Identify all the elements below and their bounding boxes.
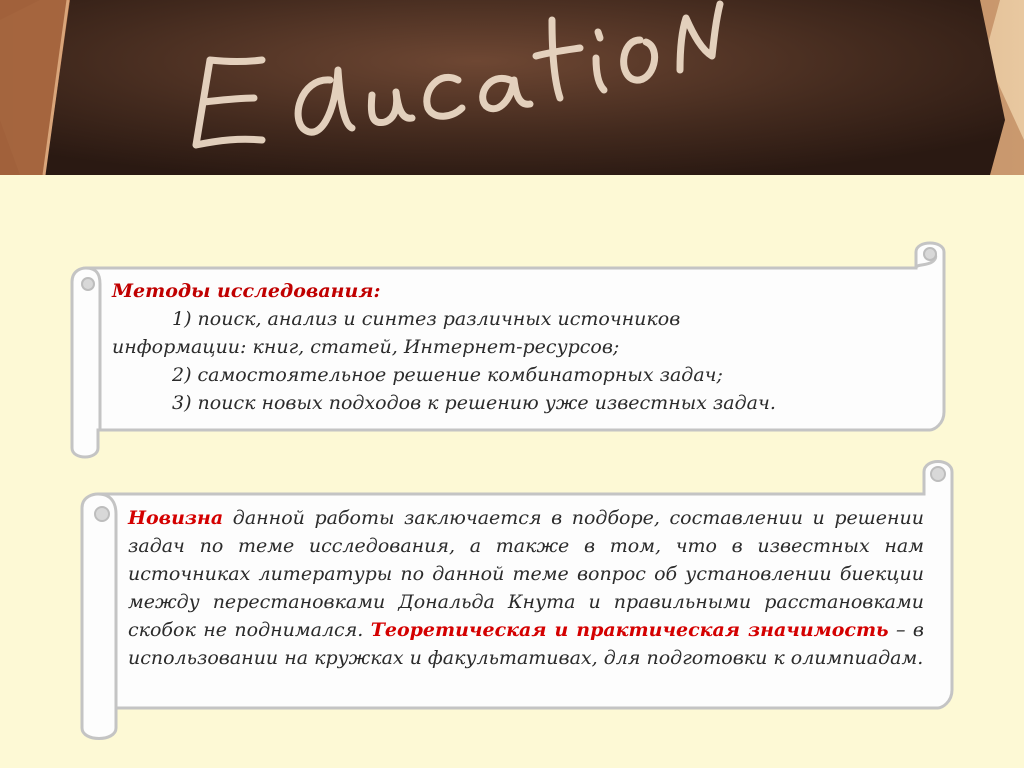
research-methods-heading: Методы исследования: [112, 280, 381, 302]
novelty-block [128, 504, 924, 672]
method-item-2: 2) самостоятельное решение комбинаторных задач; [172, 364, 723, 386]
significance-label: Теоретическая и практическая значимость [370, 619, 889, 641]
method-item-1-line-1: 1) поиск, анализ и синтез различных источников [172, 308, 681, 330]
method-item-1-line-2: информации: книг, статей, Интернет-ресурсов; [112, 336, 620, 358]
novelty-label: Новизна [128, 507, 224, 529]
research-methods-block [112, 277, 922, 417]
method-item-3: 3) поиск новых подходов к решению уже известных задач. [172, 392, 776, 414]
significance-text: – в использовании на кружках и факультативах, для подготовки к олимпиадам. [128, 619, 924, 669]
novelty-text: данной работы заключается в подборе, составлении и решении задач по теме исследования, а также в том, что в известных нам источниках литературы по данной теме вопрос об установлении биекции между перестановками Дональда Кнута и правильными расстановками скобок не поднимался. [128, 507, 924, 641]
